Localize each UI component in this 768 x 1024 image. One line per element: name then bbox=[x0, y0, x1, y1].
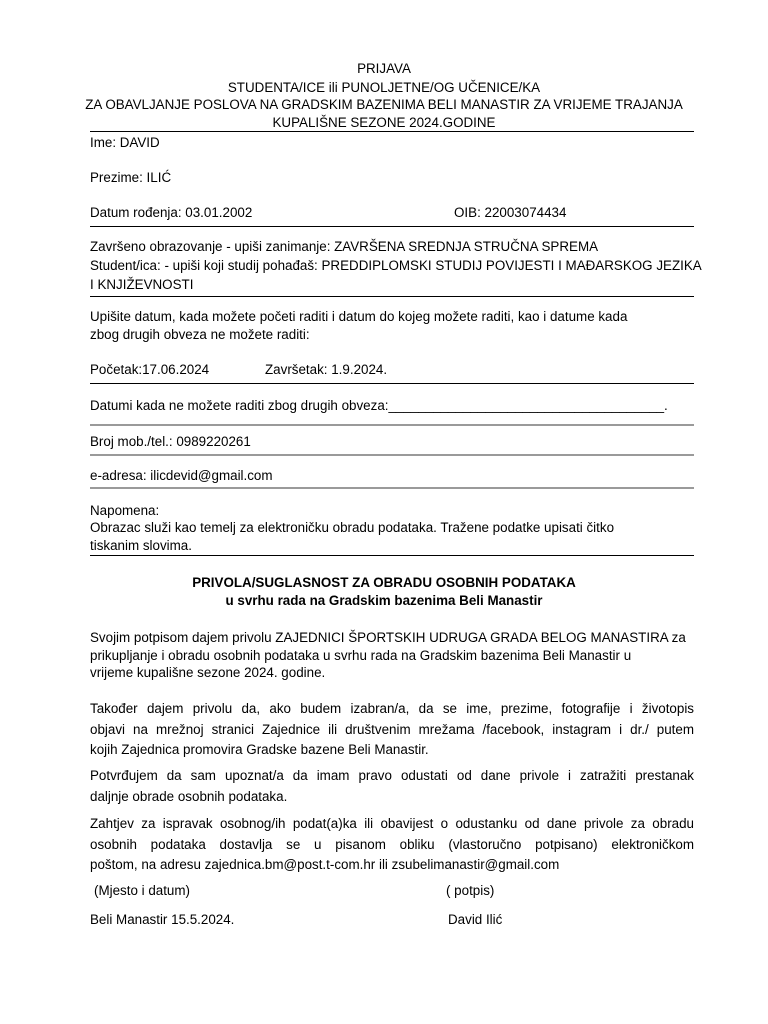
privola-subtitle: u svrhu rada na Gradskim bazenima Beli Manastir bbox=[225, 593, 543, 608]
privola-paragraph-3 bbox=[90, 766, 694, 806]
field-student-cont: I KNJIŽEVNOSTI bbox=[90, 277, 194, 292]
paragraph-line: daljnje obrade osobnih podataka. bbox=[90, 788, 288, 804]
privola-paragraph-4 bbox=[90, 814, 694, 875]
paragraph-line: osobnih podataka dostavlja se u pisanom obliku (vlastoručno potpisano) elektroničkom bbox=[90, 836, 694, 852]
paragraph-line: Potvrđujem da sam upoznat/a da imam pravo odustati od dane privole i zatražiti prestanak bbox=[90, 768, 694, 783]
field-zavrsetak: Završetak: 1.9.2024. bbox=[265, 362, 388, 377]
divider-2 bbox=[90, 296, 694, 297]
napomena-text-cont: tiskanim slovima. bbox=[90, 538, 192, 553]
potpis-label: ( potpis) bbox=[446, 883, 495, 898]
paragraph-line: kojih Zajednica promovira Gradske bazene Beli Manastir. bbox=[90, 742, 429, 757]
napomena-title: Napomena: bbox=[90, 503, 160, 518]
privola-title: PRIVOLA/SUGLASNOST ZA OBRADU OSOBNIH PODATAKA bbox=[192, 575, 576, 590]
paragraph-line: vrijeme kupališne sezone 2024. godine. bbox=[90, 665, 326, 680]
instruction-dates-cont: zbog drugih obveza ne možete raditi: bbox=[90, 327, 310, 342]
paragraph-line: poštom, na adresu zajednica.bm@post.t-com.hr ili zsubelimanastir@gmail.com bbox=[90, 857, 560, 872]
divider-6 bbox=[90, 487, 694, 489]
divider-4 bbox=[90, 424, 694, 426]
mjesto-datum-label: (Mjesto i datum) bbox=[94, 883, 190, 898]
divider-3 bbox=[90, 383, 694, 384]
field-ime: Ime: DAVID bbox=[90, 135, 160, 150]
field-obrazovanje: Završeno obrazovanje - upiši zanimanje: ZAVRŠENA SREDNJA STRUČNA SPREMA bbox=[90, 239, 599, 254]
field-oib: OIB: 22003074434 bbox=[454, 205, 567, 220]
instruction-dates: Upišite datum, kada možete početi raditi i datum do kojeg možete raditi, kao i datume kada bbox=[90, 309, 628, 324]
field-mobitel: Broj mob./tel.: 0989220261 bbox=[90, 434, 251, 449]
paragraph-line: prikupljanje i obradu osobnih podataka u svrhu rada na Gradskim bazenima Beli Manastir u bbox=[90, 647, 632, 663]
napomena-text: Obrazac služi kao temelj za elektroničku obradu podataka. Tražene podatke upisati čitko bbox=[90, 520, 615, 535]
divider-5 bbox=[90, 454, 694, 456]
field-datum-rodenja: Datum rođenja: 03.01.2002 bbox=[90, 205, 253, 220]
form-title: PRIJAVA bbox=[357, 61, 411, 76]
field-datumi-ne: Datumi kada ne možete raditi zbog drugih obveza:_____________________________________. bbox=[90, 398, 668, 413]
privola-paragraph-1 bbox=[90, 628, 694, 683]
field-pocetak: Početak:17.06.2024 bbox=[90, 362, 210, 377]
paragraph-line: objavi na mrežnoj stranici Zajednice ili društvenim mrežama /facebook, instagram i dr./ putem bbox=[90, 721, 694, 737]
field-email: e-adresa: ilicdevid@gmail.com bbox=[90, 468, 273, 483]
form-subtitle-line3: ZA OBAVLJANJE POSLOVA NA GRADSKIM BAZENIMA BELI MANASTIR ZA VRIJEME TRAJANJA bbox=[85, 97, 683, 112]
mjesto-datum-value: Beli Manastir 15.5.2024. bbox=[90, 912, 235, 927]
divider-7 bbox=[90, 555, 694, 556]
form-subtitle-line4: KUPALIŠNE SEZONE 2024.GODINE bbox=[272, 115, 496, 130]
paragraph-line: Također dajem privolu da, ako budem izabran/a, da se ime, prezime, fotografije i životopis bbox=[90, 701, 694, 716]
privola-paragraph-2 bbox=[90, 699, 694, 760]
field-prezime: Prezime: ILIĆ bbox=[90, 170, 172, 185]
header-divider bbox=[90, 131, 694, 132]
paragraph-line: Zahtjev za ispravak osobnog/ih podat(a)ka ili obavijest o odustanku od dane privole za obradu bbox=[90, 816, 694, 831]
field-student: Student/ica: - upiši koji studij pohađaš: PREDDIPLOMSKI STUDIJ POVIJESTI I MAĐARSKOG JEZIKA bbox=[90, 258, 702, 273]
potpis-value: David Ilić bbox=[448, 912, 503, 927]
paragraph-line: Svojim potpisom dajem privolu ZAJEDNICI ŠPORTSKIH UDRUGA GRADA BELOG MANASTIRA za bbox=[90, 630, 686, 645]
divider-1 bbox=[90, 226, 694, 227]
form-subtitle: STUDENTA/ICE ili PUNOLJETNE/OG UČENICE/KA bbox=[227, 80, 541, 95]
